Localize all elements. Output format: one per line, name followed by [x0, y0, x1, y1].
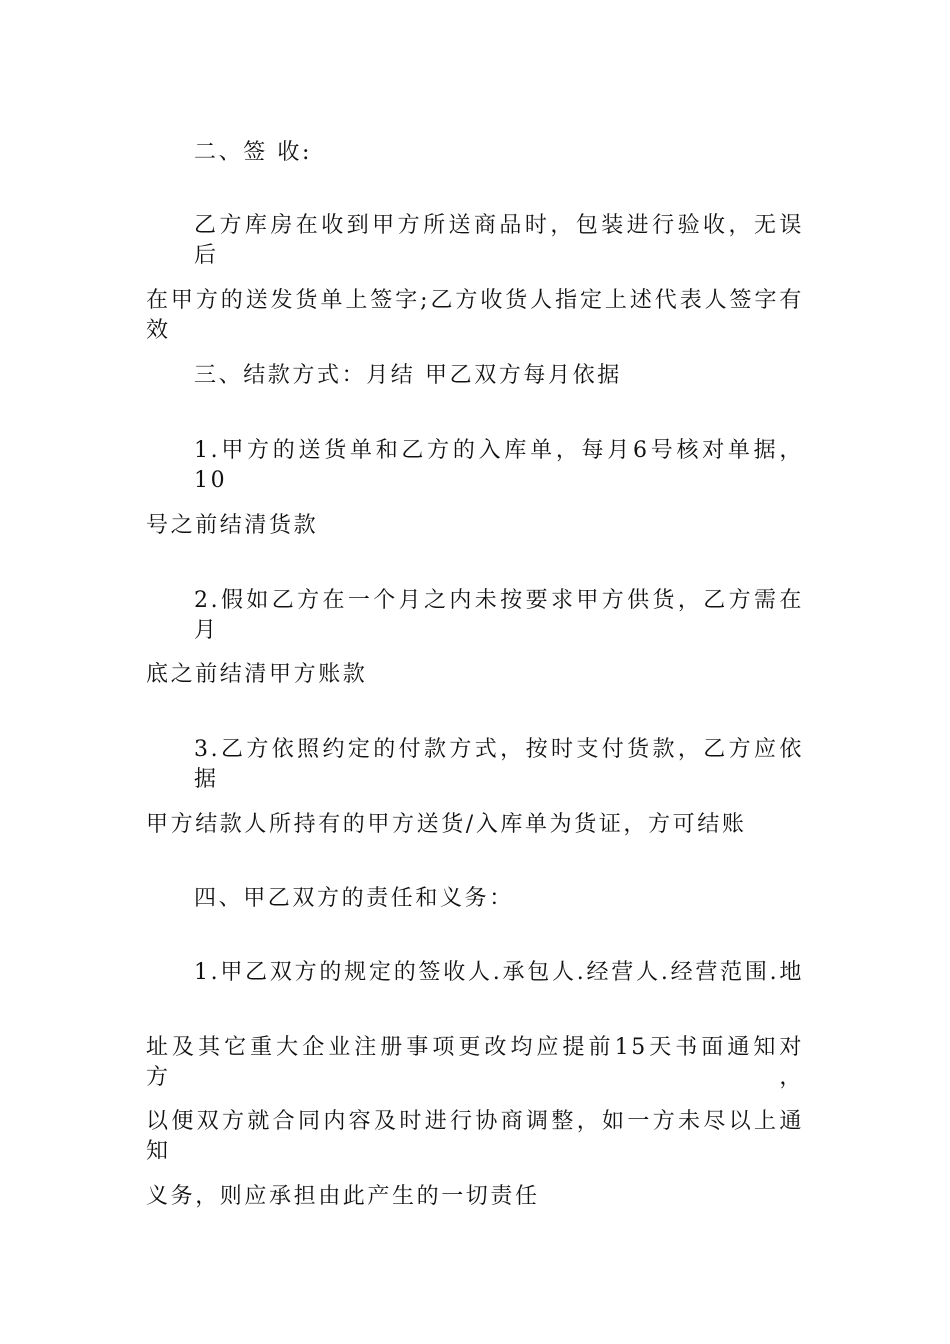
section-heading-sign-off: 二、签 收:	[194, 140, 313, 165]
paragraph-line: 义务，则应承担由此产生的一切责任	[146, 1184, 540, 1209]
paragraph-line: 以便双方就合同内容及时进行协商调整，如一方未尽以上通知	[146, 1109, 804, 1164]
paragraph-line: 2.假如乙方在一个月之内未按要求甲方供货，乙方需在月	[194, 588, 804, 643]
paragraph-line: 1.甲方的送货单和乙方的入库单，每月6号核对单据，10	[194, 438, 804, 493]
paragraph-line: 底之前结清甲方账款	[146, 662, 368, 687]
paragraph-line: 在甲方的送发货单上签字;乙方收货人指定上述代表人签字有效	[146, 288, 804, 343]
section-heading-payment: 三、结款方式：月结 甲乙双方每月依据	[194, 363, 622, 388]
section-heading-responsibilities: 四、甲乙双方的责任和义务：	[194, 886, 514, 911]
paragraph-line: 乙方库房在收到甲方所送商品时，包装进行验收，无误后	[194, 213, 804, 268]
paragraph-line: 址及其它重大企业注册事项更改均应提前15天书面通知对方，	[146, 1035, 804, 1090]
paragraph-line: 甲方结款人所持有的甲方送货/入库单为货证，方可结账	[146, 812, 747, 837]
paragraph-line: 1.甲乙双方的规定的签收人.承包人.经营人.经营范围.地	[194, 960, 804, 985]
paragraph-line: 3.乙方依照约定的付款方式，按时支付货款，乙方应依据	[194, 737, 804, 792]
paragraph-line: 号之前结清货款	[146, 513, 319, 538]
